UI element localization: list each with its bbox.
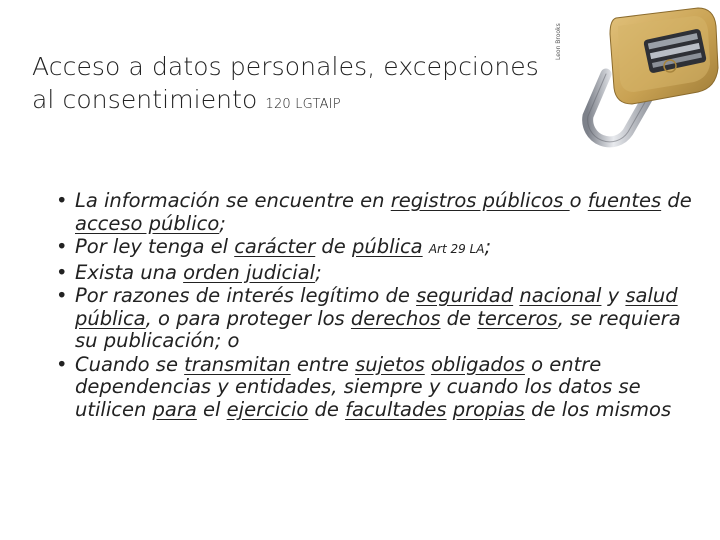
bullet-text: La información se encuentre en — [75, 189, 391, 212]
bullet-text: , o para proteger los — [145, 306, 351, 330]
bullet-text: de — [440, 306, 478, 330]
underlined-term: pública — [75, 306, 146, 330]
bullet-marker: • — [56, 260, 68, 284]
underlined-term: orden judicial — [183, 260, 316, 284]
underlined-term: registros públicos — [390, 189, 570, 212]
underlined-term: carácter — [234, 235, 316, 258]
bullet-text: de — [315, 235, 353, 258]
bullet-text: y — [601, 284, 626, 307]
title-main: Acceso a datos personales, excepciones al consentimiento — [32, 52, 539, 114]
underlined-term: obligados — [430, 352, 525, 376]
bullet-text: o — [569, 189, 588, 212]
bullet-text: de — [661, 189, 692, 212]
bullet-text: de — [308, 397, 346, 421]
bullet-text: de los mismos — [524, 397, 672, 421]
bullet-text: ; — [315, 260, 322, 284]
underlined-term: propias — [452, 397, 525, 421]
underlined-term: sujetos — [355, 352, 425, 376]
bullet-text: Por razones de interés legítimo de — [75, 284, 417, 307]
bullet-marker: • — [56, 235, 68, 258]
underlined-term: pública — [352, 235, 423, 258]
bullet-text: entre — [290, 352, 356, 376]
slide-title — [32, 50, 552, 121]
bullet-marker: • — [56, 352, 68, 376]
underlined-term: para — [152, 397, 197, 421]
underlined-term: seguridad — [416, 284, 514, 307]
bullet-item — [56, 262, 696, 285]
title-reference: 120 LGTAIP — [265, 97, 341, 112]
underlined-term: fuentes — [587, 189, 662, 212]
underlined-term: acceso público — [75, 211, 220, 235]
underlined-term: nacional — [519, 284, 602, 307]
bullet-item — [56, 354, 696, 422]
underlined-term: facultades — [345, 397, 447, 421]
bullet-marker: • — [56, 284, 68, 307]
underlined-term: terceros — [477, 306, 558, 330]
bullet-text: Exista una — [75, 260, 184, 284]
bullet-text: , se requiera su publicación; o — [75, 306, 681, 352]
underlined-term: transmitan — [184, 352, 291, 376]
image-credit: Leon Brooks — [555, 23, 562, 60]
bullet-text: o entre dependencias y entidades, siempre y cuando los datos se utilicen — [75, 352, 641, 421]
underlined-term: ejercicio — [226, 397, 309, 421]
bullet-text: ; — [219, 211, 226, 235]
bullet-item — [56, 285, 696, 353]
bullet-item — [56, 236, 696, 261]
bullet-text: el — [196, 397, 227, 421]
bullet-item — [56, 190, 696, 235]
bullet-text: ; — [484, 235, 492, 258]
bullet-text: Cuando se — [75, 352, 185, 376]
legal-reference: Art 29 LA — [428, 242, 485, 256]
bullet-marker: • — [56, 189, 68, 212]
open-padlock-image — [560, 4, 720, 160]
bullet-list — [56, 190, 696, 422]
bullet-text: Por ley tenga el — [75, 235, 235, 258]
underlined-term: salud — [625, 284, 678, 307]
underlined-term: derechos — [350, 306, 441, 330]
